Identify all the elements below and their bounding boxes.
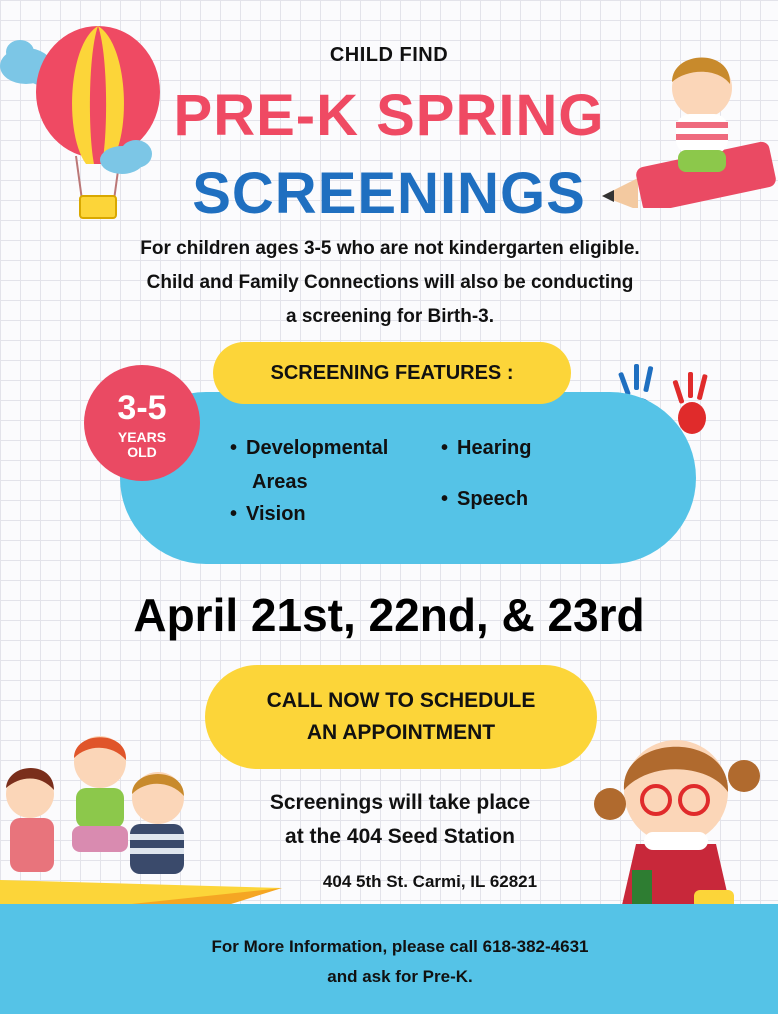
features-heading: SCREENING FEATURES : — [213, 342, 571, 404]
feature-item: • Vision — [230, 503, 306, 525]
intro-line: a screening for Birth-3. — [286, 306, 494, 327]
eyebrow-label: CHILD FIND — [329, 44, 449, 66]
intro-text — [60, 232, 720, 334]
footer-line: For More Information, please call 618-382-4631 — [211, 937, 589, 956]
age-range: 3-5 — [117, 389, 167, 427]
cta-line: CALL NOW TO SCHEDULE — [266, 689, 536, 712]
location-text — [200, 786, 600, 854]
location-line: Screenings will take place — [269, 791, 531, 814]
features-panel — [120, 392, 696, 564]
age-label — [110, 430, 174, 460]
feature-label: Developmental — [246, 437, 389, 459]
feature-item: • Speech — [441, 488, 529, 510]
feature-item: • Hearing — [441, 437, 532, 459]
screening-dates: April 21st, 22nd, & 23rd — [133, 589, 645, 641]
page-title-line2: SCREENINGS — [192, 161, 586, 226]
cta-line: AN APPOINTMENT — [306, 721, 496, 744]
feature-label: Vision — [246, 503, 306, 525]
page-title-line1: PRE-K SPRING — [173, 83, 605, 148]
intro-line: Child and Family Connections will also be conducting — [146, 272, 634, 293]
feature-label: Speech — [457, 488, 529, 510]
feature-item-continued: Areas — [252, 471, 308, 493]
feature-item: • Developmental — [230, 437, 389, 459]
footer-info — [130, 932, 670, 992]
feature-label: Hearing — [457, 437, 532, 459]
address: 404 5th St. Carmi, IL 62821 — [322, 872, 538, 891]
age-label-line: OLD — [127, 444, 157, 460]
age-label-line: YEARS — [117, 429, 167, 445]
location-line: at the 404 Seed Station — [285, 825, 515, 848]
intro-line: For children ages 3-5 who are not kindergarten eligible. — [140, 238, 640, 259]
footer-line: and ask for Pre-K. — [327, 967, 473, 986]
age-badge — [84, 365, 200, 481]
